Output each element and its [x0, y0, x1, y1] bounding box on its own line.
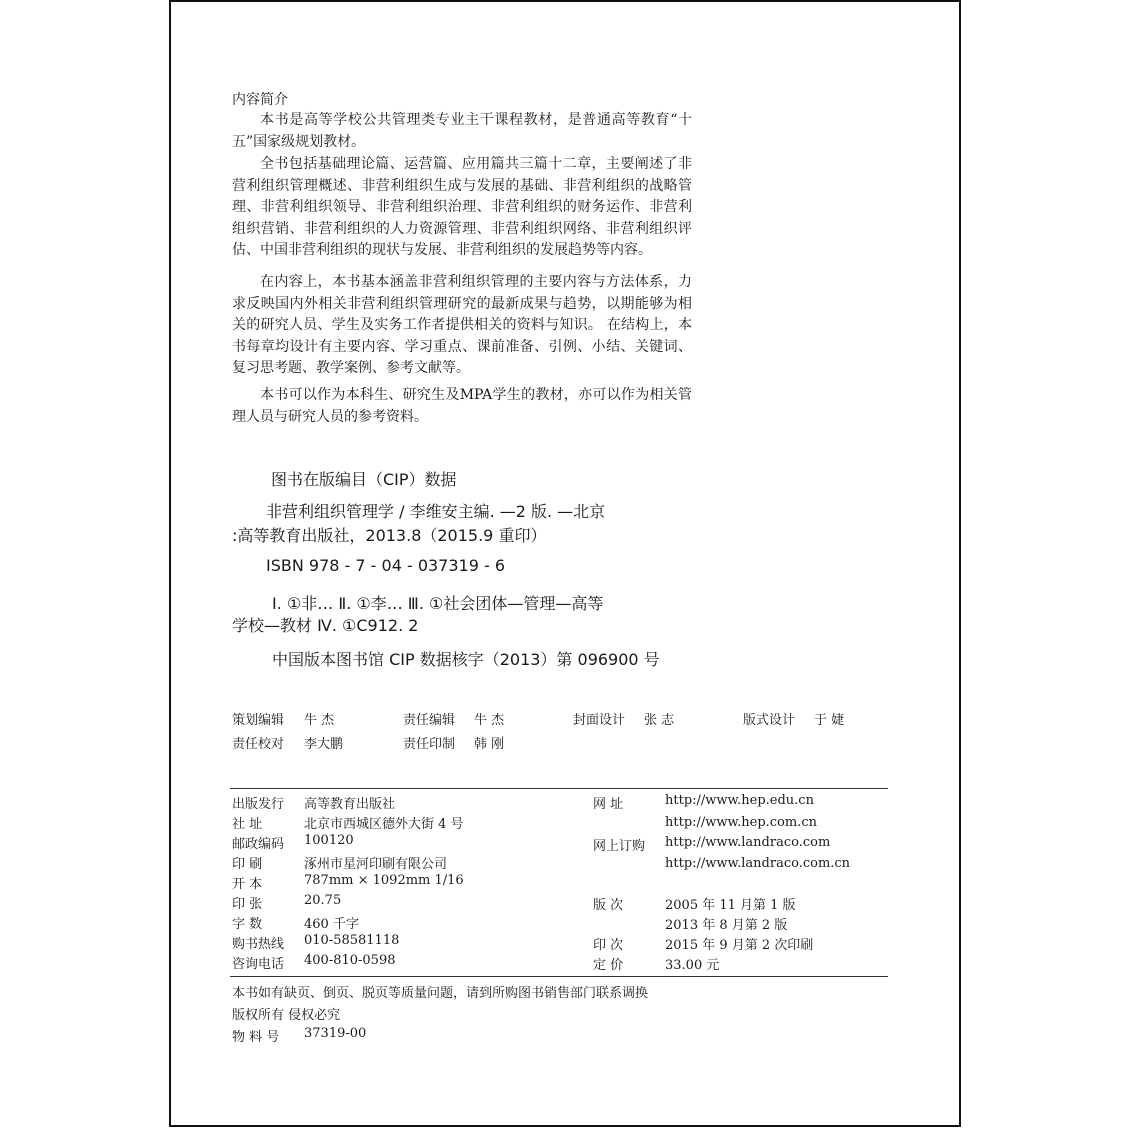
staff-label-print-supervisor: 责任印制: [403, 737, 456, 752]
staff-name-cover-design: 张 志: [644, 713, 675, 728]
info-value-publisher: 高等教育出版社: [304, 797, 396, 812]
cip-line-1: 非营利组织管理学 / 李维安主编. —2 版. —北京: [266, 502, 606, 521]
info-value-address: 北京市西城区德外大街 4 号: [304, 817, 464, 832]
staff-name-planning-editor: 牛 杰: [304, 713, 335, 728]
summary-paragraph-1: 本书是高等学校公共管理类专业主干课程教材，是普通高等教育“十五”国家级规划教材。: [232, 112, 692, 150]
info-label-sheets: 印 张: [232, 897, 263, 912]
cip-title: 图书在版编目（CIP）数据: [271, 470, 457, 489]
info-label-printer: 印 刷: [232, 857, 263, 872]
info-label-online-order: 网上订购: [593, 839, 646, 854]
info-value-edition-1: 2005 年 11 月第 1 版: [665, 898, 796, 913]
info-value-consult-phone: 400-810-0598: [304, 953, 396, 968]
info-label-edition: 版 次: [593, 898, 624, 913]
publish-info-top-rule: [230, 788, 888, 789]
cip-line-2: :高等教育出版社，2013.8（2015.9 重印）: [232, 526, 547, 545]
summary-heading: 内容简介: [232, 92, 288, 108]
info-value-printing: 2015 年 9 月第 2 次印刷: [665, 938, 814, 953]
info-value-online-order-2: http://www.landraco.com.cn: [665, 856, 851, 871]
staff-label-cover-design: 封面设计: [573, 713, 626, 728]
info-label-order-hotline: 购书热线: [232, 937, 285, 952]
info-label-printing: 印 次: [593, 938, 624, 953]
info-label-website: 网 址: [593, 797, 624, 812]
info-value-online-order-1: http://www.landraco.com: [665, 835, 831, 850]
info-label-price: 定 价: [593, 958, 624, 973]
material-number-label: 物 料 号: [232, 1030, 280, 1045]
info-value-price: 33.00 元: [665, 958, 720, 973]
info-value-order-hotline: 010-58581118: [304, 933, 400, 948]
cip-record: 中国版本图书馆 CIP 数据核字（2013）第 096900 号: [272, 650, 660, 669]
info-label-word-count: 字 数: [232, 917, 263, 932]
staff-name-print-supervisor: 韩 刚: [474, 737, 505, 752]
info-value-format: 787mm × 1092mm 1/16: [304, 873, 464, 888]
copyright-notice: 版权所有 侵权必究: [232, 1008, 341, 1023]
info-value-website-2: http://www.hep.com.cn: [665, 815, 817, 830]
staff-label-planning-editor: 策划编辑: [232, 713, 285, 728]
info-label-postcode: 邮政编码: [232, 837, 285, 852]
summary-paragraph-3: 在内容上，本书基本涵盖非营利组织管理的主要内容与方法体系，力求反映国内外相关非营利组织管理研究的最新成果与趋势，以期能够为相关的研究人员、学生及实务工作者提供相关的资料与知识。 在结构上，本书每章均设计有主要内容、学习重点、课前准备、引例、小结、关键词、复习思考题、教学案例、参考文献等。: [232, 274, 692, 377]
info-value-website-1: http://www.hep.edu.cn: [665, 793, 814, 808]
cip-isbn: ISBN 978 - 7 - 04 - 037319 - 6: [266, 556, 506, 575]
staff-name-layout-design: 于 婕: [814, 713, 845, 728]
info-value-postcode: 100120: [304, 833, 354, 848]
info-label-consult-phone: 咨询电话: [232, 957, 285, 972]
material-number: 37319-00: [304, 1026, 367, 1041]
cip-class-line-2: 学校—教材 Ⅳ. ①C912. 2: [232, 616, 419, 635]
staff-label-responsible-editor: 责任编辑: [403, 713, 456, 728]
info-label-publisher: 出版发行: [232, 797, 285, 812]
info-value-sheets: 20.75: [304, 893, 342, 908]
info-value-printer: 涿州市星河印刷有限公司: [304, 857, 448, 872]
info-label-address: 社 址: [232, 817, 263, 832]
summary-paragraph-2: 全书包括基础理论篇、运营篇、应用篇共三篇十二章，主要阐述了非营利组织管理概述、非营利组织生成与发展的基础、非营利组织的战略管理、非营利组织领导、非营利组织治理、非营利组织的财务运作、非营利组织营销、非营利组织的人力资源管理、非营利组织网络、非营利组织评估、中国非营利组织的现状与发展、非营利组织的发展趋势等内容。: [232, 156, 692, 259]
staff-label-layout-design: 版式设计: [743, 713, 796, 728]
info-value-word-count: 460 千字: [304, 917, 359, 932]
cip-class-line-1: Ⅰ. ①非… Ⅱ. ①李… Ⅲ. ①社会团体—管理—高等: [272, 594, 604, 613]
quality-notice: 本书如有缺页、倒页、脱页等质量问题，请到所购图书销售部门联系调换: [232, 986, 649, 1001]
publish-info-bottom-rule: [230, 976, 888, 977]
summary-paragraph-4: 本书可以作为本科生、研究生及MPA学生的教材，亦可以作为相关管理人员与研究人员的参考资料。: [232, 387, 692, 425]
staff-name-proofreader: 李大鹏: [304, 737, 344, 752]
info-value-edition-2: 2013 年 8 月第 2 版: [665, 918, 788, 933]
staff-label-proofreader: 责任校对: [232, 737, 285, 752]
staff-name-responsible-editor: 牛 杰: [474, 713, 505, 728]
info-label-format: 开 本: [232, 877, 263, 892]
